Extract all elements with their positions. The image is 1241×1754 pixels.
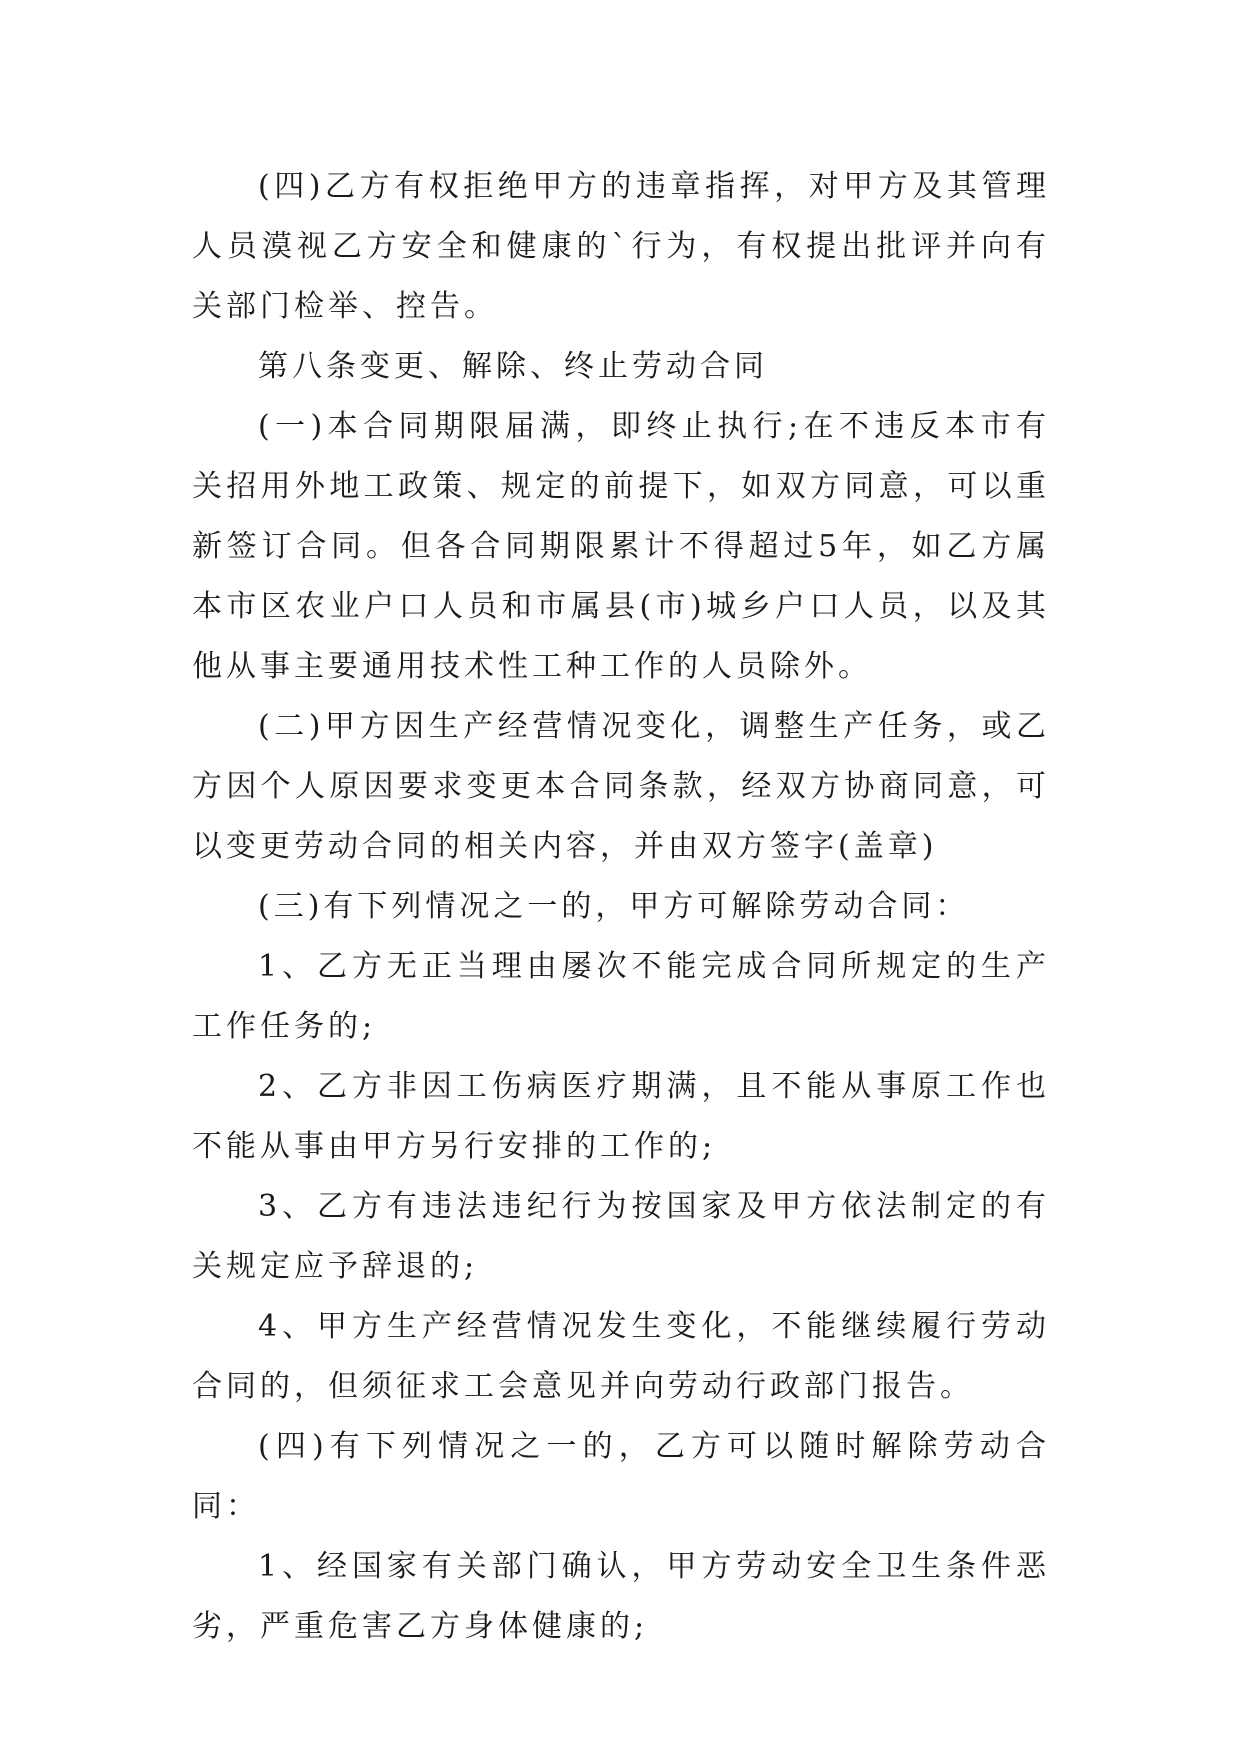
paragraph-employer-termination: (三)有下列情况之一的，甲方可解除劳动合同： <box>258 889 970 924</box>
list-item: 3、乙方有违法违纪行为按国家及甲方依法制定的有关规定应予辞退的; <box>192 1189 1050 1284</box>
list-item: 1、乙方无正当理由屡次不能完成合同所规定的生产工作任务的; <box>192 949 1050 1044</box>
list-item: 1、经国家有关部门确认，甲方劳动安全卫生条件恶劣，严重危害乙方身体健康的; <box>192 1549 1050 1644</box>
paragraph-employee-termination: (四)有下列情况之一的，乙方可以随时解除劳动合同： <box>192 1429 1050 1524</box>
contract-text <box>192 157 1050 1657</box>
paragraph-expiry: (一)本合同期限届满，即终止执行;在不违反本市有关招用外地工政策、规定的前提下，如双方同意，可以重新签订合同。但各合同期限累计不得超过5年，如乙方属本市区农业户口人员和市属县(市)城乡户口人员，以及其他从事主要通用技术性工种工作的人员除外。 <box>192 409 1050 684</box>
list-item: 4、甲方生产经营情况发生变化，不能继续履行劳动合同的，但须征求工会意见并向劳动行政部门报告。 <box>192 1309 1050 1404</box>
paragraph-worker-rights-4: (四)乙方有权拒绝甲方的违章指挥，对甲方及其管理人员漠视乙方安全和健康的`行为，有权提出批评并向有关部门检举、控告。 <box>192 169 1050 324</box>
article-8-heading: 第八条变更、解除、终止劳动合同 <box>258 349 768 384</box>
paragraph-modification: (二)甲方因生产经营情况变化，调整生产任务，或乙方因个人原因要求变更本合同条款，经双方协商同意，可以变更劳动合同的相关内容，并由双方签字(盖章) <box>192 709 1050 864</box>
list-item: 2、乙方非因工伤病医疗期满，且不能从事原工作也不能从事由甲方另行安排的工作的; <box>192 1069 1050 1164</box>
